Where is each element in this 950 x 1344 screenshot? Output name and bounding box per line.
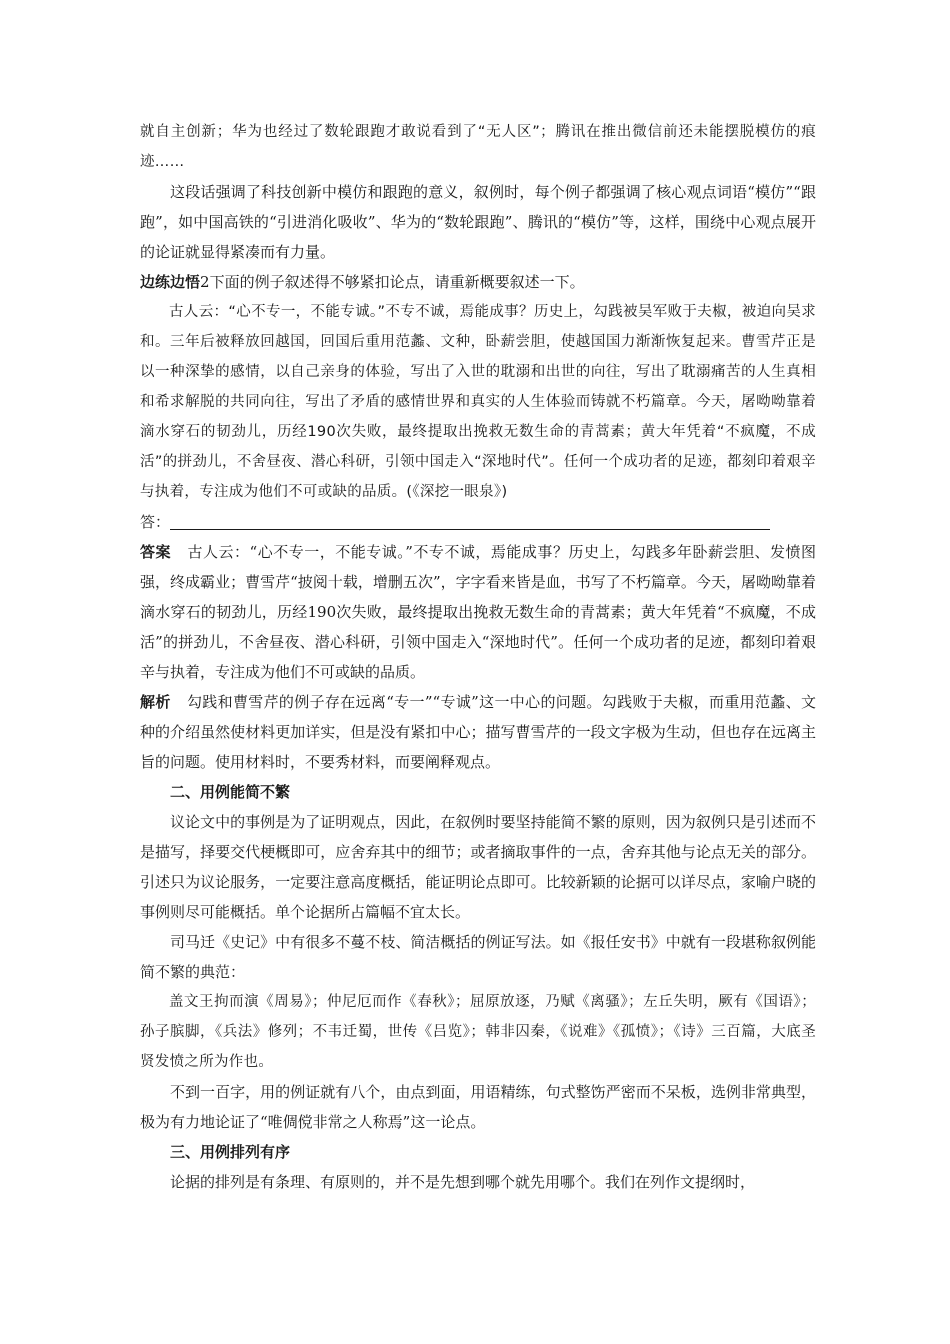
exercise-number: 2 [200, 273, 210, 291]
section2-paragraph-2: 司马迁《史记》中有很多不蔓不枝、简洁概括的例证写法。如《报任安书》中就有一段堪称叙例能简不繁的典范： [140, 933, 816, 981]
explanation-block [140, 687, 816, 777]
exercise-label: 边练边悟 [140, 273, 201, 291]
explanation-text: 勾践和曹雪芹的例子存在远离“专一”“专诚”这一中心的问题。勾践败于夫椒，而重用范蠡、文种的介绍虽然使材料更加详实，但是没有紧扣中心；描写曹雪芹的一段文字极为生动，但也存在远离主旨的问题。使用材料时，不要秀材料，而要阐释观点。 [140, 693, 816, 771]
answer-blank-line[interactable] [170, 511, 770, 530]
page-content [140, 117, 816, 1197]
section2-paragraph-3: 不到一百字，用的例证就有八个，由点到面，用语精练，句式整饬严密而不呆板，选例非常典型，极为有力地论证了“唯倜傥非常之人称焉”这一论点。 [140, 1083, 816, 1131]
analysis-paragraph: 这段话强调了科技创新中模仿和跟跑的意义，叙例时，每个例子都强调了核心观点词语“模仿”“跟跑”，如中国高铁的“引进消化吸收”、华为的“数轮跟跑”、腾讯的“模仿”等，这样，围绕中心观点展开的论证就显得紧凑而有力量。 [140, 183, 816, 261]
answer-field [140, 507, 816, 537]
continuation-text: 就自主创新；华为也经过了数轮跟跑才敢说看到了“无人区”；腾讯在推出微信前还未能摆脱模仿的痕迹…… [140, 124, 816, 170]
section3-heading: 三、用例排列有序 [170, 1143, 291, 1161]
section2-heading: 二、用例能简不繁 [170, 783, 291, 801]
answer-prefix: 答： [140, 513, 171, 531]
exercise-prompt [140, 267, 816, 297]
answer-text: 古人云：“心不专一，不能专诚。”不专不诚，焉能成事？历史上，勾践多年卧薪尝胆、发愤图强，终成霸业；曹雪芹“披阅十载，增删五次”，字字看来皆是血，书写了不朽篇章。今天，屠呦呦靠着滴水穿石的韧劲儿，历经190次失败，最终提取出挽救无数生命的青蒿素；黄大年凭着“不疯魔，不成活”的拼劲儿，不舍昼夜、潜心科研，引领中国走入“深地时代”。任何一个成功者的足迹，都刻印着艰辛与执着，专注成为他们不可或缺的品质。 [140, 543, 816, 681]
section2-paragraph-1: 议论文中的事例是为了证明观点，因此，在叙例时要坚持能简不繁的原则，因为叙例只是引述而不是描写，择要交代梗概即可，应舍弃其中的细节；或者摘取事件的一点，舍弃其他与论点无关的部分。引述只为议论服务，一定要注意高度概括，能证明论点即可。比较新颖的论据可以详尽点，家喻户晓的事例则尽可能概括。单个论据所占篇幅不宜太长。 [140, 813, 816, 921]
exercise-passage: 古人云：“心不专一，不能专诚。”不专不诚，焉能成事？历史上，勾践被吴军败于夫椒，被迫向吴求和。三年后被释放回越国，回国后重用范蠡、文种，卧薪尝胆，使越国国力渐渐恢复起来。曹雪芹正是以一种深挚的感情，以自己亲身的体验，写出了入世的耽溺和出世的向往，写出了耽溺痛苦的人生真相和希求解脱的共同向往，写出了矛盾的感情世界和真实的人生体验而铸就不朽篇章。今天，屠呦呦靠着滴水穿石的韧劲儿，历经190次失败，最终提取出挽救无数生命的青蒿素；黄大年凭着“不疯魔，不成活”的拼劲儿，不舍昼夜、潜心科研，引领中国走入“深地时代”。任何一个成功者的足迹，都刻印着艰辛与执着，专注成为他们不可或缺的品质。(《深挖一眼泉》) [140, 304, 816, 500]
answer-label: 答案 [140, 543, 172, 561]
exercise-prompt-text: 下面的例子叙述得不够紧扣论点，请重新概要叙述一下。 [209, 273, 585, 291]
explanation-label: 解析 [140, 693, 171, 711]
section3-paragraph-1: 论据的排列是有条理、有原则的，并不是先想到哪个就先用哪个。我们在列作文提纲时， [170, 1173, 756, 1191]
section2-classical-quote: 盖文王拘而演《周易》；仲尼厄而作《春秋》；屈原放逐，乃赋《离骚》；左丘失明，厥有《国语》；孙子膑脚，《兵法》修列；不韦迁蜀，世传《吕览》；韩非囚秦，《说难》《孤愤》；《诗》三百篇，大底圣贤发愤之所为作也。 [140, 994, 816, 1070]
answer-block [140, 537, 816, 687]
